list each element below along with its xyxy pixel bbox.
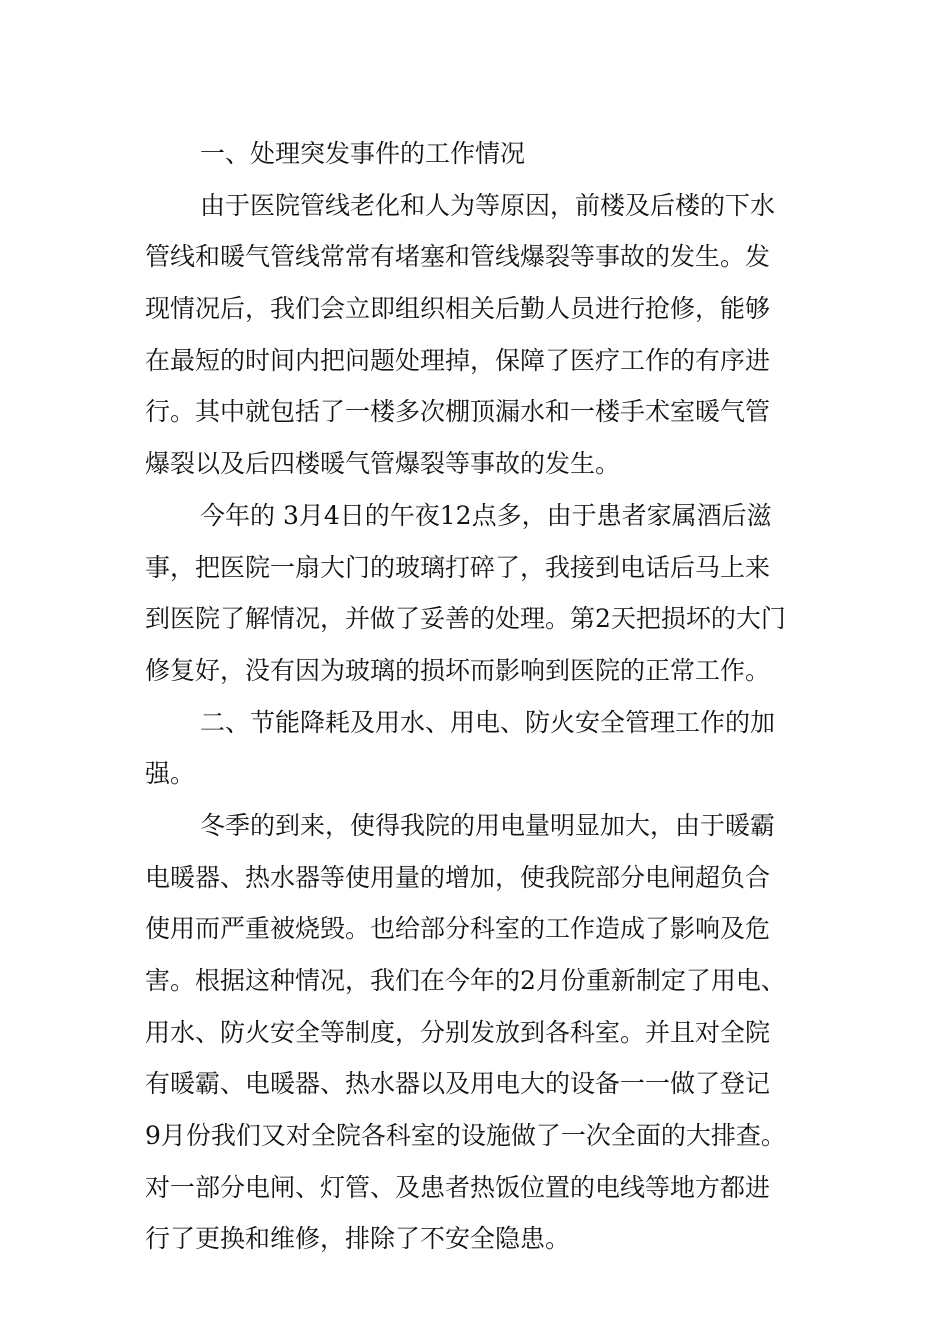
- paragraph-line: 冬季的到来，使得我院的用电量明显加大，由于暖霸: [200, 810, 776, 840]
- paragraph-line: 管线和暖气管线常常有堵塞和管线爆裂等事故的发生。发: [145, 242, 771, 272]
- paragraph-line: 现情况后，我们会立即组织相关后勤人员进行抢修，能够: [145, 294, 771, 324]
- paragraph-line: 害。根据这种情况，我们在今年的2月份重新制定了用电、: [145, 966, 786, 995]
- paragraph-line: 行了更换和维修，排除了不安全隐患。: [145, 1224, 571, 1254]
- paragraph-line: 事，把医院一扇大门的玻璃打碎了，我接到电话后马上来: [145, 552, 771, 582]
- paragraph-line: 由于医院管线老化和人为等原因，前楼及后楼的下水: [200, 190, 776, 220]
- section-heading-2-continued: 强。: [145, 759, 196, 789]
- paragraph-line: 在最短的时间内把问题处理掉，保障了医疗工作的有序进: [145, 345, 771, 375]
- paragraph-line: 修复好，没有因为玻璃的损坏而影响到医院的正常工作。: [145, 655, 771, 685]
- section-heading-2: 二、节能降耗及用水、用电、防火安全管理工作的加: [200, 707, 776, 737]
- paragraph-line: 对一部分电闸、灯管、及患者热饭位置的电线等地方都进: [145, 1172, 771, 1202]
- paragraph-line: 有暖霸、电暖器、热水器以及用电大的设备一一做了登记: [145, 1069, 771, 1099]
- paragraph-line: 用水、防火安全等制度，分别发放到各科室。并且对全院: [145, 1017, 771, 1047]
- paragraph-line: 使用而严重被烧毁。也给部分科室的工作造成了影响及危: [145, 914, 771, 944]
- section-heading-1: 一、处理突发事件的工作情况: [200, 139, 526, 168]
- paragraph-line: 行。其中就包括了一楼多次棚顶漏水和一楼手术室暖气管: [145, 397, 771, 427]
- paragraph-line: 到医院了解情况，并做了妥善的处理。第2天把损坏的大门: [145, 604, 786, 634]
- paragraph-line: 电暖器、热水器等使用量的增加，使我院部分电闸超负合: [145, 862, 771, 892]
- paragraph-line: 爆裂以及后四楼暖气管爆裂等事故的发生。: [145, 449, 621, 479]
- document-body: [145, 128, 810, 1265]
- paragraph-line: 今年的 3月4日的午夜12点多，由于患者家属酒后滋: [200, 500, 772, 530]
- paragraph-line: 9月份我们又对全院各科室的设施做了一次全面的大排查。: [145, 1121, 786, 1151]
